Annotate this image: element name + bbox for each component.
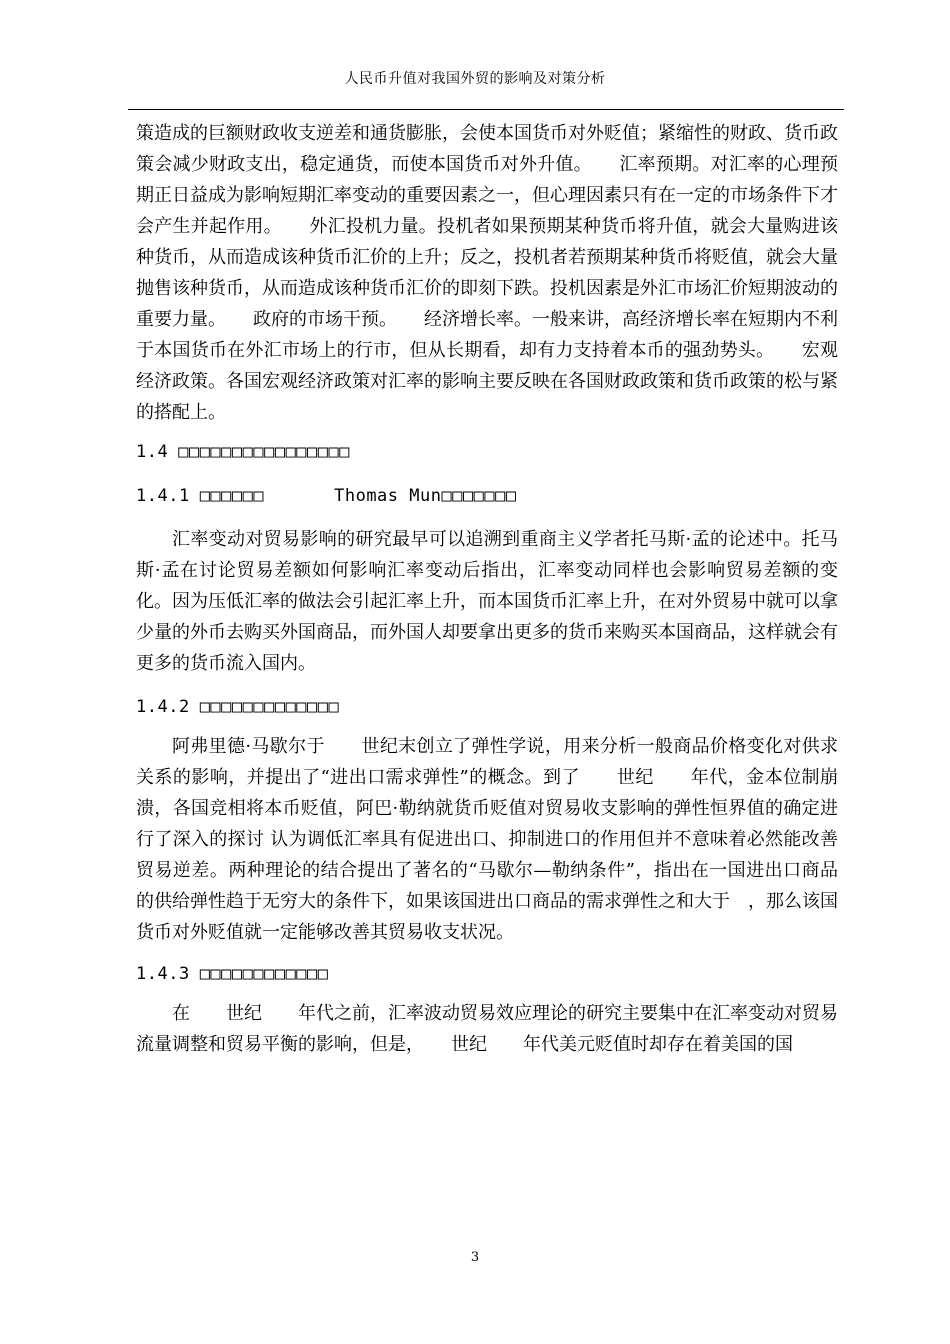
section-1-4-2-paragraph: 阿弗里德·马歇尔于 世纪末创立了弹性学说，用来分析一般商品价格变化对供求关系的影响，并提出了“进出口需求弹性”的概念。到了 世纪 年代，金本位制崩溃，各国竞相将本币贬值，阿巴·勒纳就货币贬值对贸易收支影响的弹性恒界值的确定进行了深入的探讨 认为调低汇率具有促进出口、抑制进口的作用但并不意味着必然能改善贸易逆差。两种理论的结合提出了著名的“马歇尔—勒纳条件”，指出在一国进出口商品的供给弹性趋于无穷大的条件下，如果该国进出口商品的需求弹性之和大于 ，那么该国货币对外贬值就一定能够改善其贸易收支状况。 — [136, 736, 838, 943]
section-title-prefix: □□□□□□ — [199, 486, 265, 506]
intro-paragraph: 策造成的巨额财政收支逆差和通货膨胀，会使本国货币对外贬值；紧缩性的财政、货币政策会减少财政支出，稳定通货，而使本国货币对外升值。 汇率预期。对汇率的心理预期正日益成为影响短期汇率变动的重要因素之一，但心理因素只有在一定的市场条件下才会产生并起作用。 外汇投机力量。投机者如果预期某种货币将升值，就会大量购进该种货币，从而造成该种货币汇价的上升；反之，投机者若预期某种货币将贬值，就会大量抛售该种货币，从而造成该种货币汇价的即刻下跌。投机因素是外汇市场汇价短期波动的重要力量。 政府的市场干预。 经济增长率。一般来讲，高经济增长率在短期内不利于本国货币在外汇市场上的行市，但从长期看，却有力支持着本币的强劲势头。 宏观经济政策。各国宏观经济政策对汇率的影响主要反映在各国财政政策和货币政策的松与紧的搭配上。 — [136, 123, 838, 423]
section-1-4-1-paragraph: 汇率变动对贸易影响的研究最早可以追溯到重商主义学者托马斯·孟的论述中。托马斯·孟在讨论贸易差额如何影响汇率变动后指出，汇率变动同样也会影响贸易差额的变化。因为压低汇率的做法会引起汇率上升，而本国货币汇率上升，在对外贸易中就可以拿少量的外币去购买外国商品，而外国人却要拿出更多的货币来购买本国商品，这样就会有更多的货币流入国内。 — [136, 529, 838, 674]
section-title-suffix: □□□□□□□ — [441, 486, 517, 506]
section-heading-1-4-3 — [136, 962, 838, 986]
section-heading-1-4-1 — [136, 484, 838, 508]
running-header: 人民币升值对我国外贸的影响及对策分析 — [344, 71, 606, 87]
section-heading-1-4-2 — [136, 695, 838, 719]
header-divider — [128, 109, 844, 110]
section-1-4-3-paragraph: 在 世纪 年代之前，汇率波动贸易效应理论的研究主要集中在汇率变动对贸易流量调整和贸易平衡的影响，但是， 世纪 年代美元贬值时却存在着美国的国 — [136, 1003, 838, 1055]
section-number: 1.4.2 — [136, 697, 190, 717]
section-number: 1.4.1 — [136, 486, 190, 506]
section-number: 1.4 — [136, 442, 169, 462]
section-title: □□□□□□□□□□□□□ — [199, 697, 340, 717]
section-title: □□□□□□□□□□□□ — [199, 964, 329, 984]
page-number: 3 — [470, 1250, 480, 1265]
section-number: 1.4.3 — [136, 964, 190, 984]
page-body — [136, 118, 838, 1060]
section-title-name: Thomas Mun — [334, 486, 442, 506]
section-title: □□□□□□□□□□□□□□□□ — [178, 442, 350, 462]
section-heading-1-4 — [136, 440, 838, 464]
